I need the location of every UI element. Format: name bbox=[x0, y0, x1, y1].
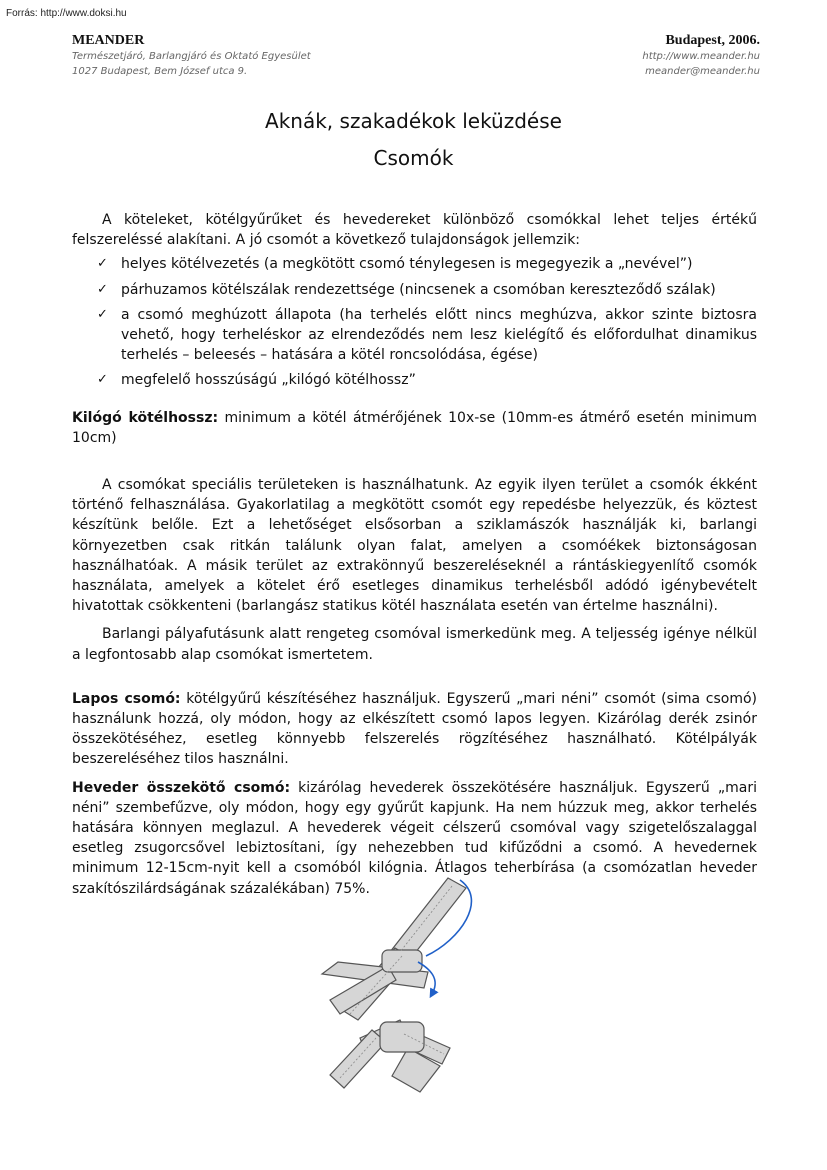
check-icon: ✓ bbox=[97, 306, 108, 322]
page-title: Aknák, szakadékok leküzdése bbox=[265, 109, 562, 133]
document-body bbox=[72, 210, 757, 899]
check-icon: ✓ bbox=[97, 372, 108, 388]
email-link[interactable]: meander@meander.hu bbox=[645, 66, 760, 77]
upper-knot bbox=[322, 878, 466, 1020]
tape-knot-illustration bbox=[300, 870, 500, 1095]
list-item bbox=[72, 280, 757, 300]
org-block bbox=[72, 33, 311, 79]
document-date: Budapest, 2006. bbox=[665, 33, 760, 48]
flat-knot-term: Lapos csomó: bbox=[72, 690, 181, 707]
properties-list bbox=[72, 254, 757, 390]
special-use-paragraph: A csomókat speciális területeken is használhatunk. Az egyik ilyen terület a csomók ékként történő felhasználása. Gyakorlatilag a megkötött csomót egy repedésbe helyezzük, és köztest készítünk belőle. Ezt a lehetőséget elsősorban a sziklamászók használják ki, barlangi környezetben csak ritkán találunk olyan falat, amelyen a csomóékek biztonságosan használhatóak. A másik terület az extrakönnyű beszereléseknél a rántáskiegyenlítő csomók használata, amelyek a kötelet érő esetleges dinamikus terhelésből adódó igénybevételt hivatottak csökkenteni (barlangász statikus kötél használata esetén van értelme használni). bbox=[72, 477, 757, 615]
list-item-text: helyes kötélvezetés (a megkötött csomó ténylegesen is megegyezik a „nevével”) bbox=[121, 256, 693, 273]
tape-knot-text: kizárólag hevederek összekötésére használjuk. Egyszerű „mari néni” szembefűzve, oly módon, hogy egy gyűrűt kapjunk. Ha nem húzzuk meg, akkor terhelés hatására könnyen meglazul. A hevederek végeit célszerű csomóval vagy szigetelőszalaggal esetleg zsugorcsővel lebiztosítani, így nehezebben tud kifűződni a csomó. A hevedernek minimum 12-15cm-nyit kell a csomóból kilógnia. Átlagos teherbírása (a csomózatlan heveder szakítószilárdságának százalékában) 75%. bbox=[72, 779, 757, 897]
lower-knot bbox=[330, 1020, 450, 1092]
page-subtitle: Csomók bbox=[373, 146, 454, 170]
list-item-text: megfelelő hosszúságú „kilógó kötélhossz” bbox=[121, 372, 416, 389]
tape-knot-drawing bbox=[300, 870, 500, 1095]
title-block bbox=[0, 106, 827, 180]
tail-length-paragraph bbox=[72, 408, 757, 448]
tape-knot-term: Heveder összekötő csomó: bbox=[72, 779, 291, 796]
website-link[interactable]: http://www.meander.hu bbox=[642, 51, 760, 62]
knot-loop bbox=[382, 950, 422, 972]
flat-knot-text: kötélgyűrű készítéséhez használjuk. Egyszerű „mari néni” csomót (sima csomó) használunk hozzá, oly módon, hogy az elkészített csomó lapos legyen. Kizárólag derék zsinór összekötéséhez, esetleg könnyebb felszerelés rögzítéséhez használható. Kötélpályák beszereléséhez tilos használni. bbox=[72, 690, 757, 768]
list-item bbox=[72, 305, 757, 366]
org-name: MEANDER bbox=[72, 33, 145, 48]
tail-length-term: Kilógó kötélhossz: bbox=[72, 409, 219, 426]
contact-block bbox=[642, 33, 760, 79]
check-icon: ✓ bbox=[97, 256, 108, 272]
tail-length-text: minimum a kötél átmérőjének 10x-se (10mm-es átmérő esetén minimum 10cm) bbox=[72, 409, 757, 446]
source-note: Forrás: http://www.doksi.hu bbox=[6, 8, 127, 19]
list-item-text: párhuzamos kötélszálak rendezettsége (nincsenek a csomóban kereszteződő szálak) bbox=[121, 281, 716, 298]
list-item bbox=[72, 254, 757, 274]
flat-knot-paragraph bbox=[72, 689, 757, 770]
tape-strand bbox=[330, 1030, 386, 1088]
check-icon: ✓ bbox=[97, 281, 108, 297]
list-item-text: a csomó meghúzott állapota (ha terhelés előtt nincs meghúzva, akkor szinte biztosra vehető, hogy terheléskor az elrendeződés nem lesz kielégítő és előfordulhat dinamikus terhelés – beleesés – hatására a kötél roncsolódása, égése) bbox=[121, 306, 757, 364]
career-paragraph: Barlangi pályafutásunk alatt rengeteg csomóval ismerkedünk meg. A teljesség igénye nélkül a legfontosabb alap csomókat ismertetem. bbox=[72, 626, 757, 663]
org-subtitle: Természetjáró, Barlangjáró és Oktató Egyesület bbox=[72, 51, 311, 62]
list-item bbox=[72, 370, 757, 390]
knot-body bbox=[380, 1022, 424, 1052]
org-address: 1027 Budapest, Bem József utca 9. bbox=[72, 66, 248, 77]
intro-paragraph: A köteleket, kötélgyűrűket és hevedereket különböző csomókkal lehet teljes értékű felszereléssé alakítani. A jó csomót a következő tulajdonságok jellemzik: bbox=[72, 212, 757, 249]
